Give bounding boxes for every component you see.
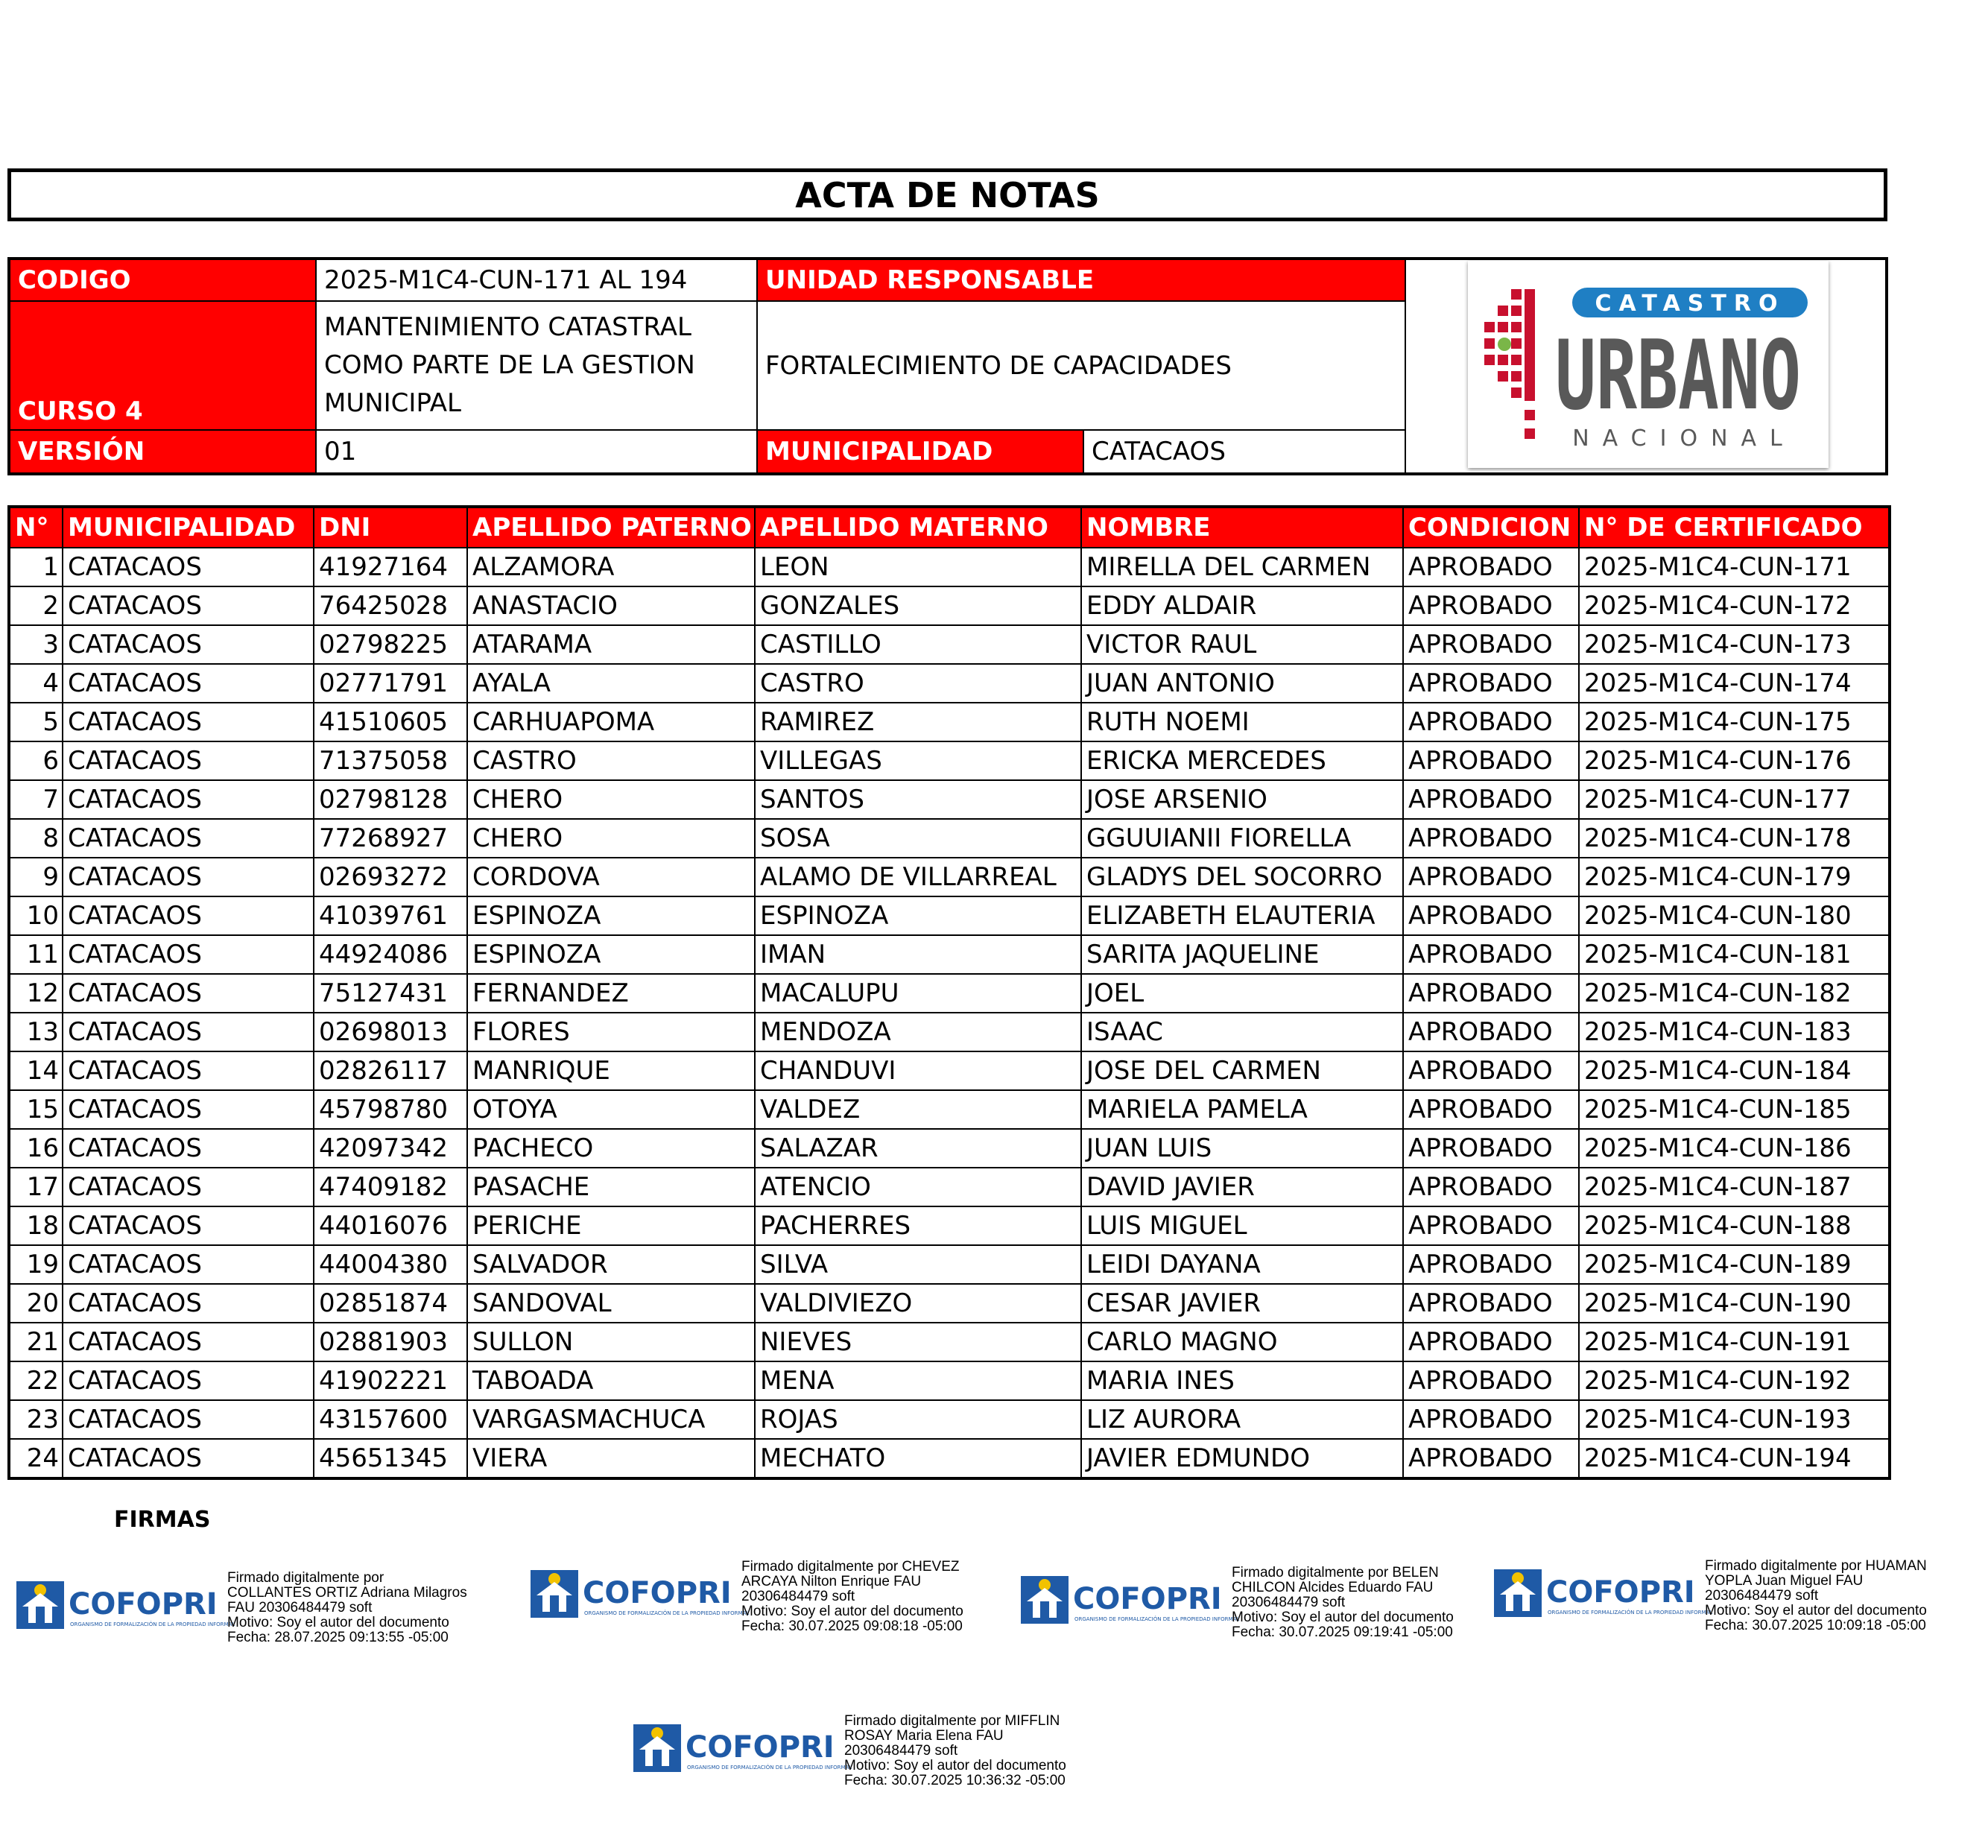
signature-line: Motivo: Soy el autor del documento [1232, 1610, 1454, 1625]
cell-condicion: APROBADO [1403, 703, 1579, 741]
cell-numero: 13 [9, 1013, 63, 1051]
cell-condicion: APROBADO [1403, 1400, 1579, 1439]
cell-numero: 17 [9, 1168, 63, 1206]
logo-middle-text: URBANO [1555, 320, 1801, 431]
cell-certificado: 2025-M1C4-CUN-176 [1579, 741, 1890, 780]
signature-line: 20306484479 soft [1232, 1595, 1346, 1610]
signature-line: Motivo: Soy el autor del documento [844, 1758, 1066, 1773]
cell-certificado: 2025-M1C4-CUN-183 [1579, 1013, 1890, 1051]
cell-nombre: LEIDI DAYANA [1081, 1245, 1403, 1284]
col-header-apellido-materno: APELLIDO MATERNO [755, 507, 1081, 548]
cell-certificado: 2025-M1C4-CUN-190 [1579, 1284, 1890, 1323]
signature-text [844, 1714, 1127, 1788]
cell-apellido-materno: ROJAS [755, 1400, 1081, 1439]
cell-municipalidad: CATACAOS [63, 625, 314, 664]
cell-condicion: APROBADO [1403, 1284, 1579, 1323]
cell-municipalidad: CATACAOS [63, 1051, 314, 1090]
cell-dni: 47409182 [314, 1168, 467, 1206]
cell-apellido-paterno: AYALA [467, 664, 755, 703]
cofopri-logo [632, 1714, 852, 1773]
table-row [9, 1168, 1890, 1206]
signature-line: Fecha: 30.07.2025 10:36:32 -05:00 [844, 1773, 1066, 1788]
curso-value [315, 300, 756, 429]
cell-certificado: 2025-M1C4-CUN-194 [1579, 1439, 1890, 1478]
cell-apellido-paterno: PACHECO [467, 1129, 755, 1168]
table-row [9, 1400, 1890, 1439]
table-row [9, 625, 1890, 664]
cell-apellido-materno: GONZALES [755, 586, 1081, 625]
cell-apellido-materno: SANTOS [755, 780, 1081, 819]
cell-municipalidad: CATACAOS [63, 548, 314, 586]
cell-certificado: 2025-M1C4-CUN-188 [1579, 1206, 1890, 1245]
cell-numero: 9 [9, 858, 63, 896]
cell-municipalidad: CATACAOS [63, 1361, 314, 1400]
cell-dni: 45651345 [314, 1439, 467, 1478]
cell-certificado: 2025-M1C4-CUN-193 [1579, 1400, 1890, 1439]
cell-municipalidad: CATACAOS [63, 1090, 314, 1129]
cell-nombre: JOSE DEL CARMEN [1081, 1051, 1403, 1090]
cell-nombre: RUTH NOEMI [1081, 703, 1403, 741]
signature-line: Motivo: Soy el autor del documento [1705, 1603, 1927, 1618]
cell-condicion: APROBADO [1403, 1361, 1579, 1400]
cell-municipalidad: CATACAOS [63, 1323, 314, 1361]
cell-nombre: ELIZABETH ELAUTERIA [1081, 896, 1403, 935]
table-header-row [9, 507, 1890, 548]
col-header-apellido-paterno: APELLIDO PATERNO [467, 507, 755, 548]
cell-nombre: CESAR JAVIER [1081, 1284, 1403, 1323]
cell-apellido-materno: CASTRO [755, 664, 1081, 703]
cell-apellido-materno: CASTILLO [755, 625, 1081, 664]
firmas-label: FIRMAS [114, 1507, 211, 1533]
table-row [9, 1284, 1890, 1323]
cell-numero: 16 [9, 1129, 63, 1168]
signature-line: CHILCON Alcides Eduardo FAU [1232, 1580, 1434, 1595]
cell-apellido-paterno: PASACHE [467, 1168, 755, 1206]
cell-nombre: EDDY ALDAIR [1081, 586, 1403, 625]
cell-apellido-paterno: CORDOVA [467, 858, 755, 896]
cell-nombre: ISAAC [1081, 1013, 1403, 1051]
cell-apellido-paterno: VARGASMACHUCA [467, 1400, 755, 1439]
cell-numero: 18 [9, 1206, 63, 1245]
cell-numero: 3 [9, 625, 63, 664]
table-row [9, 1051, 1890, 1090]
cell-certificado: 2025-M1C4-CUN-180 [1579, 896, 1890, 935]
cell-certificado: 2025-M1C4-CUN-173 [1579, 625, 1890, 664]
cell-apellido-materno: MECHATO [755, 1439, 1081, 1478]
cell-condicion: APROBADO [1403, 664, 1579, 703]
municipalidad-label: MUNICIPALIDAD [756, 429, 1083, 472]
cell-dni: 02698013 [314, 1013, 467, 1051]
cell-condicion: APROBADO [1403, 858, 1579, 896]
signature-line: Firmado digitalmente por [227, 1570, 384, 1586]
cell-apellido-materno: MACALUPU [755, 974, 1081, 1013]
cell-condicion: APROBADO [1403, 1323, 1579, 1361]
cell-dni: 76425028 [314, 586, 467, 625]
cell-numero: 24 [9, 1439, 63, 1478]
cell-apellido-materno: VALDEZ [755, 1090, 1081, 1129]
cell-certificado: 2025-M1C4-CUN-177 [1579, 780, 1890, 819]
cell-numero: 15 [9, 1090, 63, 1129]
cell-apellido-paterno: ALZAMORA [467, 548, 755, 586]
signature-line: Fecha: 30.07.2025 09:19:41 -05:00 [1232, 1624, 1453, 1640]
cell-numero: 4 [9, 664, 63, 703]
cell-apellido-paterno: FERNANDEZ [467, 974, 755, 1013]
cell-apellido-paterno: CASTRO [467, 741, 755, 780]
signature-line: FAU 20306484479 soft [227, 1600, 373, 1616]
cell-dni: 41902221 [314, 1361, 467, 1400]
cell-dni: 02798128 [314, 780, 467, 819]
signature-line: ARCAYA Nilton Enrique FAU [741, 1574, 922, 1589]
cell-apellido-materno: IMAN [755, 935, 1081, 974]
cell-nombre: SARITA JAQUELINE [1081, 935, 1403, 974]
cell-municipalidad: CATACAOS [63, 819, 314, 858]
cell-nombre: DAVID JAVIER [1081, 1168, 1403, 1206]
cell-condicion: APROBADO [1403, 1168, 1579, 1206]
curso-line: MANTENIMIENTO CATASTRAL [324, 312, 691, 342]
cell-dni: 02798225 [314, 625, 467, 664]
cell-certificado: 2025-M1C4-CUN-179 [1579, 858, 1890, 896]
col-header-nombre: NOMBRE [1081, 507, 1403, 548]
cell-apellido-materno: VILLEGAS [755, 741, 1081, 780]
cell-apellido-materno: ALAMO DE VILLARREAL [755, 858, 1081, 896]
cell-nombre: GLADYS DEL SOCORRO [1081, 858, 1403, 896]
signature-line: Firmado digitalmente por MIFFLIN [844, 1713, 1060, 1729]
cofopri-logo [15, 1571, 235, 1630]
table-body [9, 548, 1890, 1478]
cell-numero: 5 [9, 703, 63, 741]
table-row [9, 586, 1890, 625]
cell-condicion: APROBADO [1403, 1013, 1579, 1051]
document-title: ACTA DE NOTAS [7, 168, 1887, 221]
table-row [9, 703, 1890, 741]
signature-line: Fecha: 30.07.2025 10:09:18 -05:00 [1705, 1618, 1926, 1633]
cell-condicion: APROBADO [1403, 625, 1579, 664]
table-row [9, 548, 1890, 586]
cell-numero: 20 [9, 1284, 63, 1323]
cell-certificado: 2025-M1C4-CUN-181 [1579, 935, 1890, 974]
table-row [9, 858, 1890, 896]
codigo-value: 2025-M1C4-CUN-171 AL 194 [315, 260, 756, 300]
cell-numero: 8 [9, 819, 63, 858]
table-row [9, 1129, 1890, 1168]
cell-apellido-paterno: VIERA [467, 1439, 755, 1478]
cell-numero: 1 [9, 548, 63, 586]
col-header-certificado: N° DE CERTIFICADO [1579, 507, 1890, 548]
cell-apellido-paterno: SALVADOR [467, 1245, 755, 1284]
cell-municipalidad: CATACAOS [63, 1168, 314, 1206]
cell-certificado: 2025-M1C4-CUN-185 [1579, 1090, 1890, 1129]
cell-nombre: JUAN LUIS [1081, 1129, 1403, 1168]
cell-certificado: 2025-M1C4-CUN-192 [1579, 1361, 1890, 1400]
cell-dni: 77268927 [314, 819, 467, 858]
codigo-label: CODIGO [10, 260, 315, 300]
cell-municipalidad: CATACAOS [63, 1284, 314, 1323]
table-row [9, 896, 1890, 935]
cell-apellido-materno: ESPINOZA [755, 896, 1081, 935]
cell-municipalidad: CATACAOS [63, 974, 314, 1013]
cell-certificado: 2025-M1C4-CUN-175 [1579, 703, 1890, 741]
cell-apellido-paterno: ANASTACIO [467, 586, 755, 625]
cell-dni: 44004380 [314, 1245, 467, 1284]
cell-certificado: 2025-M1C4-CUN-172 [1579, 586, 1890, 625]
cell-apellido-materno: MENA [755, 1361, 1081, 1400]
signature-line: 20306484479 soft [741, 1589, 855, 1604]
signature-line: Firmado digitalmente por BELEN [1232, 1565, 1439, 1580]
cell-dni: 41927164 [314, 548, 467, 586]
cofopri-subtext: ORGANISMO DE FORMALIZACIÓN DE LA PROPIEDAD INFORMAL [1548, 1610, 1713, 1616]
cell-apellido-paterno: SANDOVAL [467, 1284, 755, 1323]
cell-condicion: APROBADO [1403, 1206, 1579, 1245]
cell-certificado: 2025-M1C4-CUN-184 [1579, 1051, 1890, 1090]
cofopri-subtext: ORGANISMO DE FORMALIZACIÓN DE LA PROPIEDAD INFORMAL [70, 1621, 235, 1627]
col-header-dni: DNI [314, 507, 467, 548]
cell-dni: 02693272 [314, 858, 467, 896]
cell-apellido-paterno: PERICHE [467, 1206, 755, 1245]
cofopri-text: COFOPRI [1073, 1582, 1222, 1616]
cell-municipalidad: CATACAOS [63, 586, 314, 625]
cell-condicion: APROBADO [1403, 1090, 1579, 1129]
cell-dni: 02771791 [314, 664, 467, 703]
cell-dni: 45798780 [314, 1090, 467, 1129]
cofopri-text: COFOPRI [69, 1587, 218, 1621]
cell-numero: 11 [9, 935, 63, 974]
cell-apellido-materno: PACHERRES [755, 1206, 1081, 1245]
cell-nombre: ERICKA MERCEDES [1081, 741, 1403, 780]
cofopri-logo [529, 1560, 750, 1619]
cell-nombre: JOEL [1081, 974, 1403, 1013]
cell-dni: 44016076 [314, 1206, 467, 1245]
cell-dni: 42097342 [314, 1129, 467, 1168]
cell-nombre: JOSE ARSENIO [1081, 780, 1403, 819]
table-row [9, 819, 1890, 858]
cell-condicion: APROBADO [1403, 1245, 1579, 1284]
cell-apellido-materno: CHANDUVI [755, 1051, 1081, 1090]
table-row [9, 1206, 1890, 1245]
table-row [9, 1245, 1890, 1284]
cofopri-subtext: ORGANISMO DE FORMALIZACIÓN DE LA PROPIEDAD INFORMAL [1074, 1616, 1240, 1622]
curso-line: COMO PARTE DE LA GESTION [324, 350, 695, 380]
unidad-responsable-label: UNIDAD RESPONSABLE [756, 260, 1405, 300]
cell-numero: 6 [9, 741, 63, 780]
cofopri-text: COFOPRI [583, 1576, 732, 1610]
cell-numero: 2 [9, 586, 63, 625]
cell-dni: 02826117 [314, 1051, 467, 1090]
cofopri-text: COFOPRI [1546, 1575, 1695, 1610]
cell-numero: 23 [9, 1400, 63, 1439]
cell-condicion: APROBADO [1403, 1129, 1579, 1168]
cell-apellido-paterno: SULLON [467, 1323, 755, 1361]
cell-apellido-materno: ATENCIO [755, 1168, 1081, 1206]
cell-municipalidad: CATACAOS [63, 1400, 314, 1439]
cell-apellido-paterno: ESPINOZA [467, 896, 755, 935]
cell-numero: 12 [9, 974, 63, 1013]
cell-certificado: 2025-M1C4-CUN-171 [1579, 548, 1890, 586]
table-row [9, 780, 1890, 819]
cell-municipalidad: CATACAOS [63, 896, 314, 935]
signature-line: Fecha: 30.07.2025 09:08:18 -05:00 [741, 1618, 963, 1634]
cell-dni: 75127431 [314, 974, 467, 1013]
cell-dni: 41039761 [314, 896, 467, 935]
cell-dni: 71375058 [314, 741, 467, 780]
cell-nombre: MARIA INES [1081, 1361, 1403, 1400]
cell-municipalidad: CATACAOS [63, 703, 314, 741]
cell-condicion: APROBADO [1403, 1439, 1579, 1478]
version-label: VERSIÓN [10, 429, 315, 472]
table-row [9, 741, 1890, 780]
cell-condicion: APROBADO [1403, 896, 1579, 935]
grades-table [7, 505, 1891, 1480]
cell-municipalidad: CATACAOS [63, 1013, 314, 1051]
cell-nombre: MIRELLA DEL CARMEN [1081, 548, 1403, 586]
cell-apellido-paterno: TABOADA [467, 1361, 755, 1400]
cell-municipalidad: CATACAOS [63, 664, 314, 703]
cell-numero: 19 [9, 1245, 63, 1284]
cell-condicion: APROBADO [1403, 935, 1579, 974]
col-header-condicion: CONDICION [1403, 507, 1579, 548]
cell-condicion: APROBADO [1403, 780, 1579, 819]
cell-apellido-paterno: OTOYA [467, 1090, 755, 1129]
cell-municipalidad: CATACAOS [63, 741, 314, 780]
cell-apellido-paterno: FLORES [467, 1013, 755, 1051]
cell-nombre: VICTOR RAUL [1081, 625, 1403, 664]
cell-numero: 22 [9, 1361, 63, 1400]
cofopri-logo [1019, 1566, 1240, 1625]
cell-apellido-paterno: CHERO [467, 780, 755, 819]
cell-certificado: 2025-M1C4-CUN-174 [1579, 664, 1890, 703]
cell-municipalidad: CATACAOS [63, 780, 314, 819]
cell-certificado: 2025-M1C4-CUN-186 [1579, 1129, 1890, 1168]
unidad-responsable-value: FORTALECIMIENTO DE CAPACIDADES [756, 300, 1405, 429]
curso-label: CURSO 4 [10, 300, 315, 429]
cell-nombre: JAVIER EDMUNDO [1081, 1439, 1403, 1478]
cell-apellido-paterno: ATARAMA [467, 625, 755, 664]
signature-line: Fecha: 28.07.2025 09:13:55 -05:00 [227, 1630, 449, 1645]
curso-line: MUNICIPAL [324, 388, 461, 418]
table-row [9, 935, 1890, 974]
cell-apellido-paterno: CHERO [467, 819, 755, 858]
cell-certificado: 2025-M1C4-CUN-191 [1579, 1323, 1890, 1361]
cell-numero: 14 [9, 1051, 63, 1090]
signature-line: Motivo: Soy el autor del documento [741, 1604, 963, 1619]
cell-apellido-materno: RAMIREZ [755, 703, 1081, 741]
cofopri-logo [1492, 1559, 1713, 1618]
signature-line: Motivo: Soy el autor del documento [227, 1615, 449, 1630]
cell-nombre: MARIELA PAMELA [1081, 1090, 1403, 1129]
logo-bottom-text: NACIONAL [1572, 425, 1796, 452]
cell-dni: 43157600 [314, 1400, 467, 1439]
cell-apellido-materno: SILVA [755, 1245, 1081, 1284]
cell-dni: 02881903 [314, 1323, 467, 1361]
cell-apellido-materno: VALDIVIEZO [755, 1284, 1081, 1323]
cell-municipalidad: CATACAOS [63, 935, 314, 974]
cell-municipalidad: CATACAOS [63, 1245, 314, 1284]
col-header-numero: N° [9, 507, 63, 548]
signature-line: Firmado digitalmente por HUAMAN [1705, 1558, 1927, 1574]
cell-condicion: APROBADO [1403, 819, 1579, 858]
cell-condicion: APROBADO [1403, 586, 1579, 625]
version-value: 01 [315, 429, 756, 472]
cell-municipalidad: CATACAOS [63, 1206, 314, 1245]
cell-numero: 21 [9, 1323, 63, 1361]
cell-apellido-materno: MENDOZA [755, 1013, 1081, 1051]
signature-line: COLLANTES ORTIZ Adriana Milagros [227, 1585, 467, 1601]
table-row [9, 1090, 1890, 1129]
municipalidad-value: CATACAOS [1083, 429, 1405, 472]
cell-apellido-paterno: CARHUAPOMA [467, 703, 755, 741]
cell-apellido-materno: SALAZAR [755, 1129, 1081, 1168]
cell-certificado: 2025-M1C4-CUN-182 [1579, 974, 1890, 1013]
signature-text [227, 1571, 510, 1645]
table-row [9, 664, 1890, 703]
cell-nombre: JUAN ANTONIO [1081, 664, 1403, 703]
signature-text [741, 1560, 1025, 1634]
cell-apellido-paterno: ESPINOZA [467, 935, 755, 974]
signature-line: 20306484479 soft [844, 1743, 958, 1759]
catastro-urbano-logo [1468, 261, 1829, 468]
table-row [9, 1323, 1890, 1361]
cell-condicion: APROBADO [1403, 548, 1579, 586]
cell-numero: 10 [9, 896, 63, 935]
cell-nombre: LUIS MIGUEL [1081, 1206, 1403, 1245]
cell-apellido-materno: SOSA [755, 819, 1081, 858]
cell-condicion: APROBADO [1403, 741, 1579, 780]
cofopri-subtext: ORGANISMO DE FORMALIZACIÓN DE LA PROPIEDAD INFORMAL [687, 1765, 852, 1771]
table-row [9, 1361, 1890, 1400]
cell-nombre: CARLO MAGNO [1081, 1323, 1403, 1361]
cell-certificado: 2025-M1C4-CUN-189 [1579, 1245, 1890, 1284]
cell-apellido-materno: NIEVES [755, 1323, 1081, 1361]
col-header-municipalidad: MUNICIPALIDAD [63, 507, 314, 548]
cofopri-subtext: ORGANISMO DE FORMALIZACIÓN DE LA PROPIEDAD INFORMAL [584, 1610, 750, 1616]
cofopri-text: COFOPRI [686, 1730, 835, 1765]
table-row [9, 974, 1890, 1013]
signature-text [1232, 1566, 1515, 1640]
cell-dni: 44924086 [314, 935, 467, 974]
cell-dni: 02851874 [314, 1284, 467, 1323]
cell-nombre: GGUUIANII FIORELLA [1081, 819, 1403, 858]
signature-line: 20306484479 soft [1705, 1588, 1819, 1604]
table-row [9, 1013, 1890, 1051]
cell-municipalidad: CATACAOS [63, 1129, 314, 1168]
cell-municipalidad: CATACAOS [63, 1439, 314, 1478]
cell-dni: 41510605 [314, 703, 467, 741]
table-row [9, 1439, 1890, 1478]
cell-condicion: APROBADO [1403, 1051, 1579, 1090]
signature-line: YOPLA Juan Miguel FAU [1705, 1573, 1864, 1589]
signature-line: ROSAY Maria Elena FAU [844, 1728, 1004, 1744]
cell-certificado: 2025-M1C4-CUN-178 [1579, 819, 1890, 858]
cell-condicion: APROBADO [1403, 974, 1579, 1013]
cell-nombre: LIZ AURORA [1081, 1400, 1403, 1439]
cell-municipalidad: CATACAOS [63, 858, 314, 896]
signature-line: Firmado digitalmente por CHEVEZ [741, 1559, 960, 1575]
cell-certificado: 2025-M1C4-CUN-187 [1579, 1168, 1890, 1206]
cell-numero: 7 [9, 780, 63, 819]
logo-top-text: CATASTRO [1595, 291, 1785, 317]
cell-apellido-materno: LEON [755, 548, 1081, 586]
cell-apellido-paterno: MANRIQUE [467, 1051, 755, 1090]
signature-text [1705, 1559, 1988, 1633]
